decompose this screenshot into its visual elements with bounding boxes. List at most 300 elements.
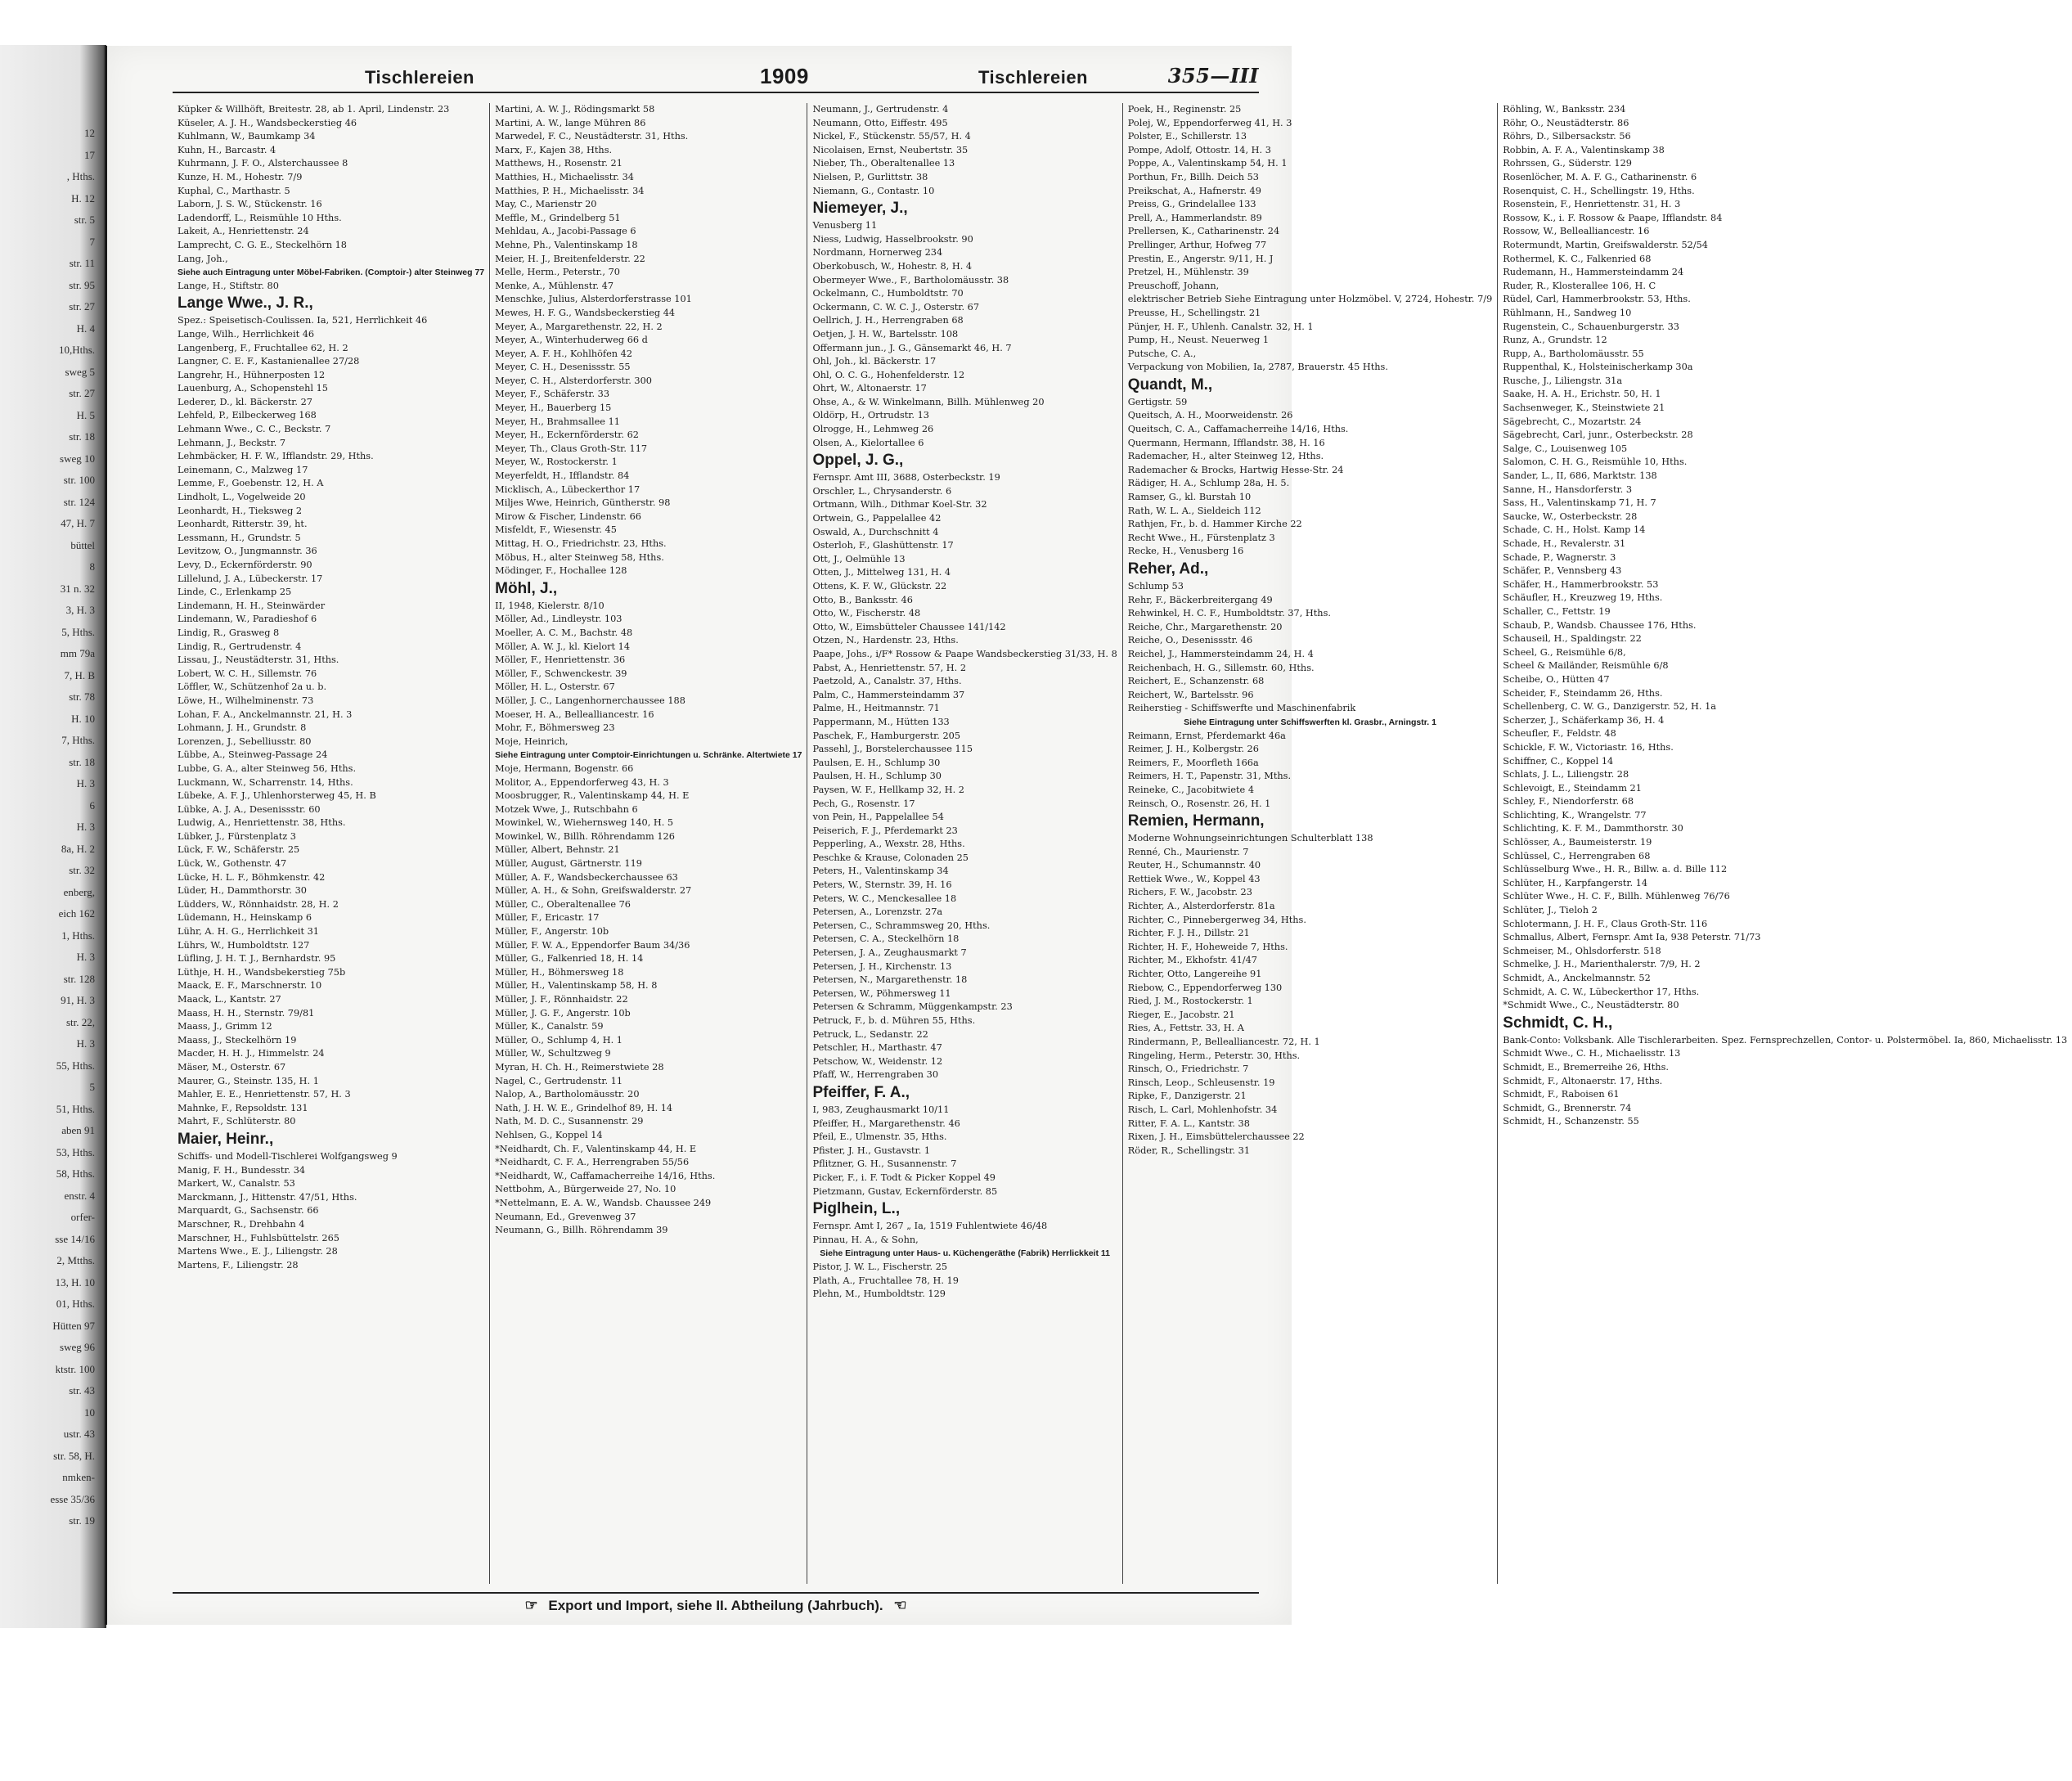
- previous-page-fragment: sse 14/16: [55, 1232, 95, 1245]
- directory-entry: Marckmann, J., Hittenstr. 47/51, Hths.: [178, 1191, 357, 1203]
- directory-entry: Kuhn, H., Barcastr. 4: [178, 144, 276, 155]
- directory-entry: Schmelke, J. H., Marienthalerstr. 7/9, H. 2: [1503, 959, 1701, 970]
- previous-page-fragment: str. 18: [69, 755, 95, 768]
- directory-entry: Remien, Hermann,: [1127, 812, 1265, 830]
- directory-entry: Maass, J., Grimm 12: [178, 1021, 272, 1032]
- directory-entry: Schade, C. H., Holst. Kamp 14: [1503, 524, 1646, 536]
- directory-entry: Mahrt, F., Schlüterstr. 80: [178, 1116, 296, 1127]
- directory-entry: Preikschat, A., Hafnerstr. 49: [1127, 185, 1261, 196]
- directory-entry: Schlotermann, J. H. F., Claus Groth-Str. 116: [1503, 918, 1708, 929]
- directory-entry: Reichert, E., Schanzenstr. 68: [1127, 676, 1265, 687]
- directory-entry: Meyer, H., Bauerberg 15: [495, 403, 612, 414]
- directory-entry: Marx, F., Kajen 38, Hths.: [495, 144, 613, 155]
- directory-entry: Mödinger, F., Hochallee 128: [495, 565, 627, 577]
- directory-entry: Kuphal, C., Marthastr. 5: [178, 185, 290, 196]
- directory-entry: Maack, E. F., Marschnerstr. 10: [178, 980, 322, 992]
- directory-entry: Langenberg, F., Fruchtallee 62, H. 2: [178, 342, 348, 353]
- directory-entry: Lorenzen, J., Sebelliusstr. 80: [178, 735, 312, 747]
- directory-entry: Paschek, F., Hamburgerstr. 205: [812, 730, 961, 741]
- directory-entry: Ottens, K. F. W., Glückstr. 22: [812, 581, 947, 591]
- previous-page-fragment: H. 3: [76, 777, 95, 789]
- directory-entry: Ohl, Joh., kl. Bäckerstr. 17: [812, 356, 937, 367]
- directory-entry: Risch, L. Carl, Mohlenhofstr. 34: [1127, 1104, 1278, 1115]
- directory-entry: Otto, W., Eimsbütteler Chaussee 141/142: [812, 621, 1006, 632]
- previous-page-fragment: sweg 96: [60, 1341, 95, 1353]
- directory-entry: Möller, H. L., Osterstr. 67: [495, 681, 615, 693]
- directory-entry: Reichenbach, H. G., Sillemstr. 60, Hths.: [1127, 662, 1315, 673]
- directory-entry: Nieber, Th., Oberaltenallee 13: [812, 158, 955, 169]
- directory-entry: Reimers, F., Moorfleth 166a: [1127, 757, 1259, 768]
- directory-entry: Petruck, F., b. d. Mühren 55, Hths.: [812, 1015, 976, 1026]
- directory-entry: Salomon, C. H. G., Reismühle 10, Hths.: [1503, 456, 1688, 468]
- directory-entry: Rath, W. L. A., Sieldeich 112: [1127, 505, 1261, 516]
- directory-entry: Meyer, H., Brahmsallee 11: [495, 416, 620, 427]
- directory-entry: Recht Wwe., H., Fürstenplatz 3: [1127, 532, 1275, 543]
- directory-entry: Niess, Ludwig, Hasselbrookstr. 90: [812, 233, 973, 245]
- previous-page-fragment: 8a, H. 2: [61, 842, 95, 855]
- directory-entry: *Neidhardt, Ch. F., Valentinskamp 44, H. E: [495, 1143, 697, 1154]
- directory-entry: Saake, H. A. H., Erichstr. 50, H. 1: [1503, 389, 1661, 400]
- directory-entry: Reiche, Chr., Margarethenstr. 20: [1127, 621, 1283, 632]
- directory-entry: Moosbrugger, R., Valentinskamp 44, H. E: [495, 790, 690, 802]
- directory-entry: Manig, F. H., Bundesstr. 34: [178, 1164, 306, 1176]
- directory-entry: Röhrs, D., Silbersackstr. 56: [1503, 131, 1631, 142]
- directory-entry: Müller, H., Valentinskamp 58, H. 8: [495, 980, 658, 992]
- directory-entry: Marschner, R., Drehbahn 4: [178, 1218, 305, 1230]
- directory-entry: Oetjen, J. H. W., Bartelsstr. 108: [812, 328, 959, 340]
- directory-entry: Lindig, R., Grasweg 8: [178, 627, 280, 638]
- directory-entry: Meffle, M., Grindelberg 51: [495, 212, 621, 223]
- directory-entry: Nath, J. H. W. E., Grindelhof 89, H. 14: [495, 1102, 673, 1113]
- directory-entry: Ried, J. M., Rostockerstr. 1: [1127, 996, 1253, 1007]
- directory-entry: Paetzold, A., Canalstr. 37, Hths.: [812, 676, 962, 687]
- column-3: [807, 103, 1122, 1584]
- directory-entry: Meyer, Th., Claus Groth-Str. 117: [495, 443, 648, 454]
- directory-entry: Reinsch, O., Rosenstr. 26, H. 1: [1127, 798, 1271, 809]
- directory-entry: Müller, K., Canalstr. 59: [495, 1021, 604, 1032]
- directory-entry: Palm, C., Hammersteindamm 37: [812, 689, 965, 700]
- directory-entry: Siehe auch Eintragung unter Möbel-Fabriken. (Comptoir-) alter Steinweg 77: [178, 268, 485, 278]
- directory-entry: Lemme, F., Goebenstr. 12, H. A: [178, 478, 324, 489]
- directory-entry: Pech, G., Rosenstr. 17: [812, 798, 915, 809]
- directory-entry: Otto, B., Banksstr. 46: [812, 594, 913, 605]
- directory-entry: Robbin, A. F. A., Valentinskamp 38: [1503, 144, 1665, 155]
- pointing-hand-icon: ☜: [893, 1597, 907, 1613]
- directory-entry: Küpker & Willhöft, Breitestr. 28, ab 1. April, Lindenstr. 23: [178, 104, 450, 115]
- directory-entry: Lüder, H., Dammthorstr. 30: [178, 885, 307, 897]
- directory-entry: Luckmann, W., Scharrenstr. 14, Hths.: [178, 776, 353, 788]
- directory-entry: Rosenquist, C. H., Schellingstr. 19, Hths.: [1503, 185, 1695, 196]
- directory-entry: Schellenberg, C. W. G., Danzigerstr. 52, H. 1a: [1503, 701, 1716, 713]
- directory-entry: Schmidt, A. C. W., Lübeckerthor 17, Hths.: [1503, 986, 1700, 997]
- previous-page-fragment: Hütten 97: [52, 1319, 95, 1332]
- directory-entry: Reiherstieg - Schiffswerfte und Maschinenfabrik: [1127, 703, 1356, 714]
- directory-entry: Möller, F., Henriettenstr. 36: [495, 654, 626, 666]
- directory-entry: Matthies, P. H., Michaelisstr. 34: [495, 185, 645, 196]
- previous-page-fragment: str. 32: [69, 864, 95, 876]
- previous-page-fragment: aben 91: [61, 1124, 95, 1136]
- directory-entry: Otzen, N., Hardenstr. 23, Hths.: [812, 635, 959, 646]
- directory-entry: Schlüter, H., Karpfangerstr. 14: [1503, 877, 1648, 888]
- directory-entry: Röder, R., Schellingstr. 31: [1127, 1145, 1251, 1156]
- directory-entry: Moeser, H. A., Bellealliancestr. 16: [495, 708, 654, 720]
- previous-page-fragment: 7, Hths.: [61, 734, 95, 746]
- directory-entry: Löwe, H., Wilhelminenstr. 73: [178, 695, 314, 706]
- directory-entry: Schley, F., Niendorferstr. 68: [1503, 796, 1634, 807]
- directory-entry: Martini, A. W. J., Rödingsmarkt 58: [495, 104, 655, 115]
- directory-entry: Myran, H. Ch. H., Reimerstwiete 28: [495, 1061, 664, 1073]
- directory-entry: Pistor, J. W. L., Fischerstr. 25: [812, 1261, 948, 1272]
- directory-entry: Olrogge, H., Lehmweg 26: [812, 424, 934, 435]
- directory-entry: Siehe Eintragung unter Schiffswerften kl. Grasbr., Arningstr. 1: [1184, 717, 1436, 727]
- previous-page-fragment: ustr. 43: [63, 1428, 95, 1440]
- directory-entry: Neumann, Otto, Eiffestr. 495: [812, 117, 948, 128]
- directory-entry: Ladendorff, L., Reismühle 10 Hths.: [178, 212, 342, 223]
- directory-entry: Ortmann, Wilh., Dithmar Koel-Str. 32: [812, 499, 987, 510]
- directory-columns: [173, 103, 2068, 1584]
- directory-entry: Mohr, F., Böhmersweg 23: [495, 722, 615, 734]
- directory-entry: Fernspr. Amt III, 3688, Osterbeckstr. 19: [812, 472, 1000, 483]
- directory-entry: Ohrt, W., Altonaerstr. 17: [812, 383, 927, 394]
- directory-entry: Reichert, W., Bartelsstr. 96: [1127, 689, 1254, 700]
- directory-entry: Pretzel, H., Mühlenstr. 39: [1127, 267, 1249, 278]
- directory-entry: Lindemann, W., Paradieshof 6: [178, 614, 317, 625]
- directory-entry: Meyerfeldt, H., Ifflandstr. 84: [495, 470, 630, 482]
- directory-entry: Lück, F. W., Schäferstr. 25: [178, 844, 300, 856]
- directory-entry: Schiffner, C., Koppel 14: [1503, 755, 1614, 767]
- directory-entry: Richter, Otto, Langereihe 91: [1127, 969, 1262, 980]
- previous-page-edge: [2, 123, 100, 1612]
- directory-entry: Möller, F., Schwenckestr. 39: [495, 668, 627, 679]
- directory-entry: Ockermann, C. W. C. J., Osterstr. 67: [812, 301, 980, 313]
- page-header: [173, 64, 1259, 93]
- directory-entry: Rossow, W., Bellealliancestr. 16: [1503, 226, 1650, 237]
- previous-page-fragment: 2, Mtths.: [56, 1254, 95, 1266]
- directory-entry: Möhl, J.,: [495, 579, 558, 597]
- directory-entry: Schäfer, P., Vennsberg 43: [1503, 565, 1622, 577]
- directory-entry: Reimers, H. T., Papenstr. 31, Mths.: [1127, 771, 1292, 782]
- directory-entry: Micklisch, A., Lübeckerthor 17: [495, 483, 640, 495]
- directory-entry: Röhr, O., Neustädterstr. 86: [1503, 117, 1629, 128]
- directory-entry: Laborn, J. S. W., Stückenstr. 16: [178, 199, 322, 210]
- page-footer: [173, 1592, 1259, 1621]
- directory-entry: Plehn, M., Humboldtstr. 129: [812, 1289, 946, 1300]
- previous-page-fragment: 55, Hths.: [56, 1059, 95, 1072]
- directory-entry: Lakeit, A., Henriettenstr. 24: [178, 226, 309, 237]
- directory-entry: Meyer, F., Schäferstr. 33: [495, 389, 610, 400]
- directory-entry: Ludwig, A., Henriettenstr. 38, Hths.: [178, 817, 346, 829]
- directory-entry: Lange Wwe., J. R.,: [178, 295, 313, 313]
- directory-entry: Schade, H., Revalerstr. 31: [1503, 538, 1626, 549]
- directory-entry: Siehe Eintragung unter Comptoir-Einrichtungen u. Schränke. Altertwiete 17: [495, 750, 802, 761]
- previous-page-fragment: str. 18: [69, 430, 95, 443]
- directory-entry: Peschke & Krause, Colonaden 25: [812, 852, 969, 863]
- directory-entry: Menschke, Julius, Alsterdorferstrasse 101: [495, 294, 692, 305]
- directory-entry: Meyer, W., Rostockerstr. 1: [495, 456, 618, 468]
- previous-page-fragment: H. 10: [71, 712, 95, 725]
- previous-page-fragment: orfer-: [70, 1211, 95, 1223]
- directory-entry: Lübeke, A. F. J., Uhlenhorsterweg 45, H. B: [178, 790, 376, 802]
- directory-entry: Schlüsselburg Wwe., H. R., Billw. a. d. Bille 112: [1503, 864, 1728, 875]
- directory-entry: Maurer, G., Steinstr. 135, H. 1: [178, 1075, 319, 1086]
- directory-entry: Schmidt, G., Brennerstr. 74: [1503, 1102, 1632, 1113]
- directory-entry: Lührs, W., Humboldtstr. 127: [178, 939, 310, 951]
- column-4: [1123, 103, 1499, 1584]
- directory-entry: Müller, W., Schultzweg 9: [495, 1048, 611, 1059]
- directory-page: [105, 46, 2068, 1625]
- directory-entry: Lederer, D., kl. Bäckerstr. 27: [178, 396, 312, 407]
- directory-entry: von Pein, H., Pappelallee 54: [812, 812, 944, 823]
- directory-entry: Pfaff, W., Herrengraben 30: [812, 1069, 939, 1081]
- directory-entry: Pflitzner, G. H., Susannenstr. 7: [812, 1158, 957, 1170]
- previous-page-fragment: H. 12: [71, 191, 95, 205]
- header-right-title: Tischlereien: [978, 67, 1088, 88]
- directory-entry: Rieger, E., Jacobstr. 21: [1127, 1009, 1235, 1020]
- directory-entry: Otto, W., Fischerstr. 48: [812, 608, 921, 619]
- directory-entry: Ortwein, G., Pappelallee 42: [812, 513, 942, 524]
- previous-page-fragment: ktstr. 100: [55, 1362, 95, 1375]
- directory-entry: Nehlsen, G., Koppel 14: [495, 1129, 603, 1140]
- directory-entry: Lühr, A. H. G., Herrlichkeit 31: [178, 926, 319, 938]
- directory-entry: Löffler, W., Schützenhof 2a u. b.: [178, 681, 327, 693]
- directory-entry: Peiserich, F. J., Pferdemarkt 23: [812, 825, 958, 836]
- previous-page-fragment: str. 11: [69, 257, 95, 269]
- directory-entry: Martini, A. W., lange Mühren 86: [495, 117, 646, 128]
- directory-entry: Nettbohm, A., Bürgerweide 27, No. 10: [495, 1184, 676, 1195]
- previous-page-fragment: 31 n. 32: [60, 582, 95, 595]
- directory-entry: Linde, C., Erlenkamp 25: [178, 587, 292, 598]
- directory-entry: Lüfling, J. H. T. J., Bernhardstr. 95: [178, 953, 336, 965]
- directory-entry: Rinsch, Leop., Schleusenstr. 19: [1127, 1077, 1275, 1088]
- previous-page-fragment: str. 58, H.: [53, 1449, 95, 1462]
- directory-entry: Ruder, R., Klosterallee 106, H. C: [1503, 280, 1656, 291]
- directory-entry: Ringeling, Herm., Peterstr. 30, Hths.: [1127, 1050, 1301, 1061]
- directory-entry: Macder, H. H. J., Himmelstr. 24: [178, 1048, 325, 1059]
- directory-entry: Langner, C. E. F., Kastanienallee 27/28: [178, 356, 360, 367]
- directory-entry: Scheel, G., Reismühle 6/8,: [1503, 646, 1626, 658]
- directory-entry: Petersen & Schramm, Müggenkampstr. 23: [812, 1001, 1013, 1013]
- directory-entry: Sass, H., Valentinskamp 71, H. 7: [1503, 497, 1656, 509]
- directory-entry: Möller, A. W. J., kl. Kielort 14: [495, 641, 631, 652]
- column-1: [173, 103, 490, 1584]
- directory-entry: Lissau, J., Neustädterstr. 31, Hths.: [178, 654, 339, 666]
- directory-entry: Maack, L., Kantstr. 27: [178, 994, 281, 1005]
- previous-page-fragment: 6: [89, 798, 95, 812]
- column-5: [1498, 103, 2072, 1584]
- directory-entry: Mehne, Ph., Valentinskamp 18: [495, 239, 638, 250]
- directory-entry: Schlump 53: [1127, 581, 1184, 591]
- pointing-hand-icon: ☞: [524, 1597, 538, 1613]
- directory-entry: Mehldau, A., Jacobi-Passage 6: [495, 226, 636, 237]
- previous-page-fragment: 7: [89, 235, 95, 248]
- directory-entry: Prell, A., Hammerlandstr. 89: [1127, 212, 1262, 223]
- directory-entry: Preiss, G., Grindelallee 133: [1127, 199, 1256, 210]
- directory-entry: Saucke, W., Osterbeckstr. 28: [1503, 510, 1638, 522]
- previous-page-fragment: enberg,: [63, 885, 95, 898]
- previous-page-fragment: str. 43: [69, 1384, 95, 1396]
- previous-page-fragment: str. 78: [69, 690, 95, 703]
- directory-entry: Leinemann, C., Malzweg 17: [178, 464, 308, 475]
- directory-entry: Schmidt, F., Raboisen 61: [1503, 1089, 1620, 1100]
- directory-entry: Rinsch, O., Friedrichstr. 7: [1127, 1064, 1249, 1075]
- directory-entry: Reimann, Ernst, Pferdemarkt 46a: [1127, 730, 1286, 741]
- previous-page-fragment: eich 162: [58, 907, 95, 920]
- directory-entry: Moeller, A. C. M., Bachstr. 48: [495, 627, 633, 638]
- directory-entry: Müller, H., Böhmersweg 18: [495, 966, 624, 978]
- previous-page-fragment: 58, Hths.: [56, 1167, 95, 1180]
- directory-entry: Petschler, H., Marthastr. 47: [812, 1042, 942, 1054]
- directory-entry: Nath, M. D. C., Susannenstr. 29: [495, 1116, 644, 1127]
- directory-entry: Schmidt Wwe., C. H., Michaelisstr. 13: [1503, 1048, 1681, 1059]
- directory-entry: *Nettelmann, E. A. W., Wandsb. Chaussee 249: [495, 1197, 712, 1208]
- previous-page-fragment: büttel: [70, 538, 95, 551]
- directory-entry: Ritter, F. A. L., Kantstr. 38: [1127, 1118, 1250, 1129]
- directory-entry: Rossow, K., i. F. Rossow & Paape, Ifflandstr. 84: [1503, 212, 1723, 223]
- previous-page-fragment: str. 19: [69, 1514, 95, 1527]
- directory-entry: Maass, H. H., Sternstr. 79/81: [178, 1007, 315, 1019]
- directory-entry: Müller, F. W. A., Eppendorfer Baum 34/36: [495, 939, 690, 951]
- directory-entry: Melle, Herm., Peterstr., 70: [495, 267, 620, 278]
- directory-entry: Lamprecht, C. G. E., Steckelhörn 18: [178, 239, 347, 250]
- directory-entry: Poppe, A., Valentinskamp 54, H. 1: [1127, 158, 1288, 169]
- directory-entry: Lehmbäcker, H. F. W., Ifflandstr. 29, Hths.: [178, 451, 374, 462]
- directory-entry: Scheibe, O., Hütten 47: [1503, 673, 1610, 685]
- directory-entry: Venusberg 11: [812, 220, 878, 232]
- directory-entry: Petersen, A., Lorenzstr. 27a: [812, 906, 943, 918]
- directory-entry: Oberkobusch, W., Hohestr. 8, H. 4: [812, 260, 973, 272]
- directory-entry: Scherzer, J., Schäferkamp 36, H. 4: [1503, 714, 1665, 726]
- directory-entry: Paulsen, E. H., Schlump 30: [812, 757, 941, 768]
- directory-entry: Quandt, M.,: [1127, 376, 1213, 394]
- directory-entry: Porthun, Fr., Billh. Deich 53: [1127, 171, 1259, 182]
- directory-entry: Rindermann, P., Bellealliancestr. 72, H. 1: [1127, 1037, 1320, 1047]
- directory-entry: Menke, A., Mühlenstr. 47: [495, 280, 614, 291]
- directory-entry: Sachsenweger, K., Steinstwiete 21: [1503, 403, 1665, 414]
- directory-entry: Rettiek Wwe., W., Koppel 43: [1127, 873, 1261, 884]
- directory-entry: Mahnke, F., Repsoldstr. 131: [178, 1102, 308, 1113]
- previous-page-fragment: sweg 5: [65, 365, 95, 378]
- directory-entry: Queitsch, A. H., Moorweidenstr. 26: [1127, 410, 1293, 421]
- previous-page-fragment: 47, H. 7: [61, 517, 95, 529]
- previous-page-fragment: 17: [84, 148, 95, 161]
- previous-page-fragment: 5: [89, 1081, 95, 1093]
- directory-entry: Oellrich, J. H., Herrengraben 68: [812, 315, 964, 326]
- previous-page-fragment: enstr. 4: [64, 1189, 95, 1202]
- directory-entry: Martens Wwe., E. J., Liliengstr. 28: [178, 1246, 338, 1257]
- directory-entry: Olsen, A., Kielortallee 6: [812, 437, 924, 448]
- directory-entry: Polej, W., Eppendorferweg 41, H. 3: [1127, 117, 1292, 128]
- directory-entry: Lehmann Wwe., C. C., Beckstr. 7: [178, 424, 331, 435]
- previous-page-fragment: 1, Hths.: [61, 929, 95, 942]
- directory-entry: Lillelund, J. A., Lübeckerstr. 17: [178, 573, 323, 584]
- previous-page-fragment: str. 95: [69, 278, 95, 291]
- previous-page-fragment: mm 79a: [60, 647, 95, 659]
- directory-entry: May, C., Marienstr 20: [495, 199, 597, 210]
- directory-entry: Reichel, J., Hammersteindamm 24, H. 4: [1127, 648, 1314, 659]
- directory-entry: Lüthje, H. H., Wandsbekerstieg 75b: [178, 966, 346, 978]
- directory-entry: Oswald, A., Durchschnitt 4: [812, 526, 939, 537]
- directory-entry: Scheider, F., Steindamm 26, Hths.: [1503, 687, 1663, 699]
- directory-entry: Putsche, C. A.,: [1127, 348, 1197, 359]
- directory-entry: Schmidt, H., Schanzenstr. 55: [1503, 1116, 1639, 1127]
- directory-entry: Küseler, A. J. H., Wandsbeckerstieg 46: [178, 117, 357, 128]
- directory-entry: Rademacher & Brocks, Hartwig Hesse-Str. 24: [1127, 464, 1344, 475]
- directory-entry: Siehe Eintragung unter Haus- u. Küchengeräthe (Fabrik) Herrlickkeit 11: [820, 1248, 1110, 1259]
- directory-entry: Lück, W., Gothenstr. 47: [178, 858, 287, 870]
- directory-entry: Schmidt, C. H.,: [1503, 1014, 1613, 1032]
- directory-entry: Müller, J. G. F., Angerstr. 10b: [495, 1007, 631, 1019]
- previous-page-fragment: 10,Hths.: [58, 344, 95, 356]
- directory-entry: Nickel, F., Stückenstr. 55/57, H. 4: [812, 131, 971, 142]
- previous-page-fragment: str. 27: [69, 387, 95, 399]
- directory-entry: Leonhardt, Ritterstr. 39, ht.: [178, 519, 308, 530]
- directory-entry: Rudemann, H., Hammersteindamm 24: [1503, 267, 1684, 278]
- directory-entry: Offermann jun., J. G., Gänsemarkt 46, H. 7: [812, 342, 1012, 353]
- directory-entry: Paysen, W. F., Hellkamp 32, H. 2: [812, 784, 964, 795]
- directory-entry: Nagel, C., Gertrudenstr. 11: [495, 1075, 623, 1086]
- directory-entry: Neumann, J., Gertrudenstr. 4: [812, 104, 949, 115]
- previous-page-fragment: H. 3: [76, 951, 95, 963]
- directory-entry: Müller, A. H., & Sohn, Greifswalderstr. 27: [495, 885, 692, 897]
- directory-entry: Pfeil, E., Ulmenstr. 35, Hths.: [812, 1131, 947, 1143]
- directory-entry: Sägebrecht, Carl, junr., Osterbeckstr. 28: [1503, 430, 1693, 441]
- directory-entry: elektrischer Betrieb Siehe Eintragung unter Holzmöbel. V, 2724, Hohestr. 7/9: [1127, 294, 1493, 305]
- directory-entry: Pabst, A., Henriettenstr. 57, H. 2: [812, 662, 967, 673]
- directory-entry: Verpackung von Mobilien, Ia, 2787, Brauerstr. 45 Hths.: [1127, 362, 1388, 373]
- directory-entry: Paulsen, H. H., Schlump 30: [812, 771, 942, 782]
- directory-entry: Neumann, Ed., Grevenweg 37: [495, 1211, 636, 1222]
- directory-entry: Müller, G., Falkenried 18, H. 14: [495, 953, 644, 965]
- directory-entry: Rosenlöcher, M. A. F. G., Catharinenstr. 6: [1503, 171, 1697, 182]
- directory-entry: Plath, A., Fruchtallee 78, H. 19: [812, 1275, 959, 1286]
- directory-entry: Schmidt, F., Altonaerstr. 17, Hths.: [1503, 1075, 1663, 1086]
- directory-entry: Pünjer, H. F., Uhlenh. Canalstr. 32, H. 1: [1127, 321, 1314, 332]
- directory-entry: Moje, Hermann, Bogenstr. 66: [495, 762, 634, 774]
- directory-entry: Queitsch, C. A., Caffamacherreihe 14/16, Hths.: [1127, 424, 1349, 435]
- directory-entry: Rugenstein, C., Schauenburgerstr. 33: [1503, 321, 1679, 332]
- directory-entry: Meyer, A. F. H., Kohlhöfen 42: [495, 348, 633, 359]
- previous-page-fragment: sweg 10: [60, 452, 95, 465]
- directory-entry: Meyer, A., Winterhuderweg 66 d: [495, 335, 648, 346]
- directory-entry: Schickle, F. W., Victoriastr. 16, Hths.: [1503, 741, 1674, 753]
- directory-entry: Schäufler, H., Kreuzweg 19, Hths.: [1503, 592, 1663, 604]
- directory-entry: Rüdel, Carl, Hammerbrookstr. 53, Hths.: [1503, 294, 1691, 305]
- previous-page-fragment: H. 3: [76, 1037, 95, 1050]
- directory-entry: Nalop, A., Bartholomäusstr. 20: [495, 1089, 640, 1100]
- directory-entry: Piglhein, L.,: [812, 1200, 901, 1218]
- directory-entry: Preusse, H., Schellingstr. 21: [1127, 307, 1261, 318]
- directory-entry: Pfeiffer, H., Margarethenstr. 46: [812, 1118, 960, 1129]
- directory-entry: Rixen, J. H., Eimsbüttelerchaussee 22: [1127, 1131, 1305, 1143]
- directory-entry: Sander, L., II, 686, Marktstr. 138: [1503, 470, 1657, 482]
- directory-entry: Lindig, R., Gertrudenstr. 4: [178, 641, 302, 652]
- directory-entry: Rohrssen, G., Süderstr. 129: [1503, 158, 1632, 169]
- directory-entry: Ruppenthal, K., Holsteinischerkamp 30a: [1503, 362, 1693, 373]
- directory-entry: Nielsen, P., Gurlittstr. 38: [812, 171, 928, 182]
- directory-entry: Rathjen, Fr., b. d. Hammer Kirche 22: [1127, 519, 1302, 530]
- directory-entry: Rühlmann, H., Sandweg 10: [1503, 307, 1632, 318]
- directory-entry: Müller, O., Schlump 4, H. 1: [495, 1034, 622, 1046]
- directory-entry: Rupp, A., Bartholomäusstr. 55: [1503, 348, 1644, 359]
- previous-page-fragment: 5, Hths.: [61, 625, 95, 638]
- directory-entry: Richter, C., Pinnebergerweg 34, Hths.: [1127, 914, 1306, 925]
- directory-entry: Gertigstr. 59: [1127, 396, 1188, 407]
- directory-entry: Molitor, A., Eppendorferweg 43, H. 3: [495, 776, 669, 788]
- directory-entry: Richter, H. F., Hoheweide 7, Hths.: [1127, 941, 1288, 952]
- directory-entry: Richter, F. J. H., Dillstr. 21: [1127, 928, 1250, 939]
- directory-entry: Ohl, O. C. G., Hohenfelderstr. 12: [812, 369, 965, 380]
- directory-entry: Rotermundt, Martin, Greifswalderstr. 52/54: [1503, 239, 1708, 250]
